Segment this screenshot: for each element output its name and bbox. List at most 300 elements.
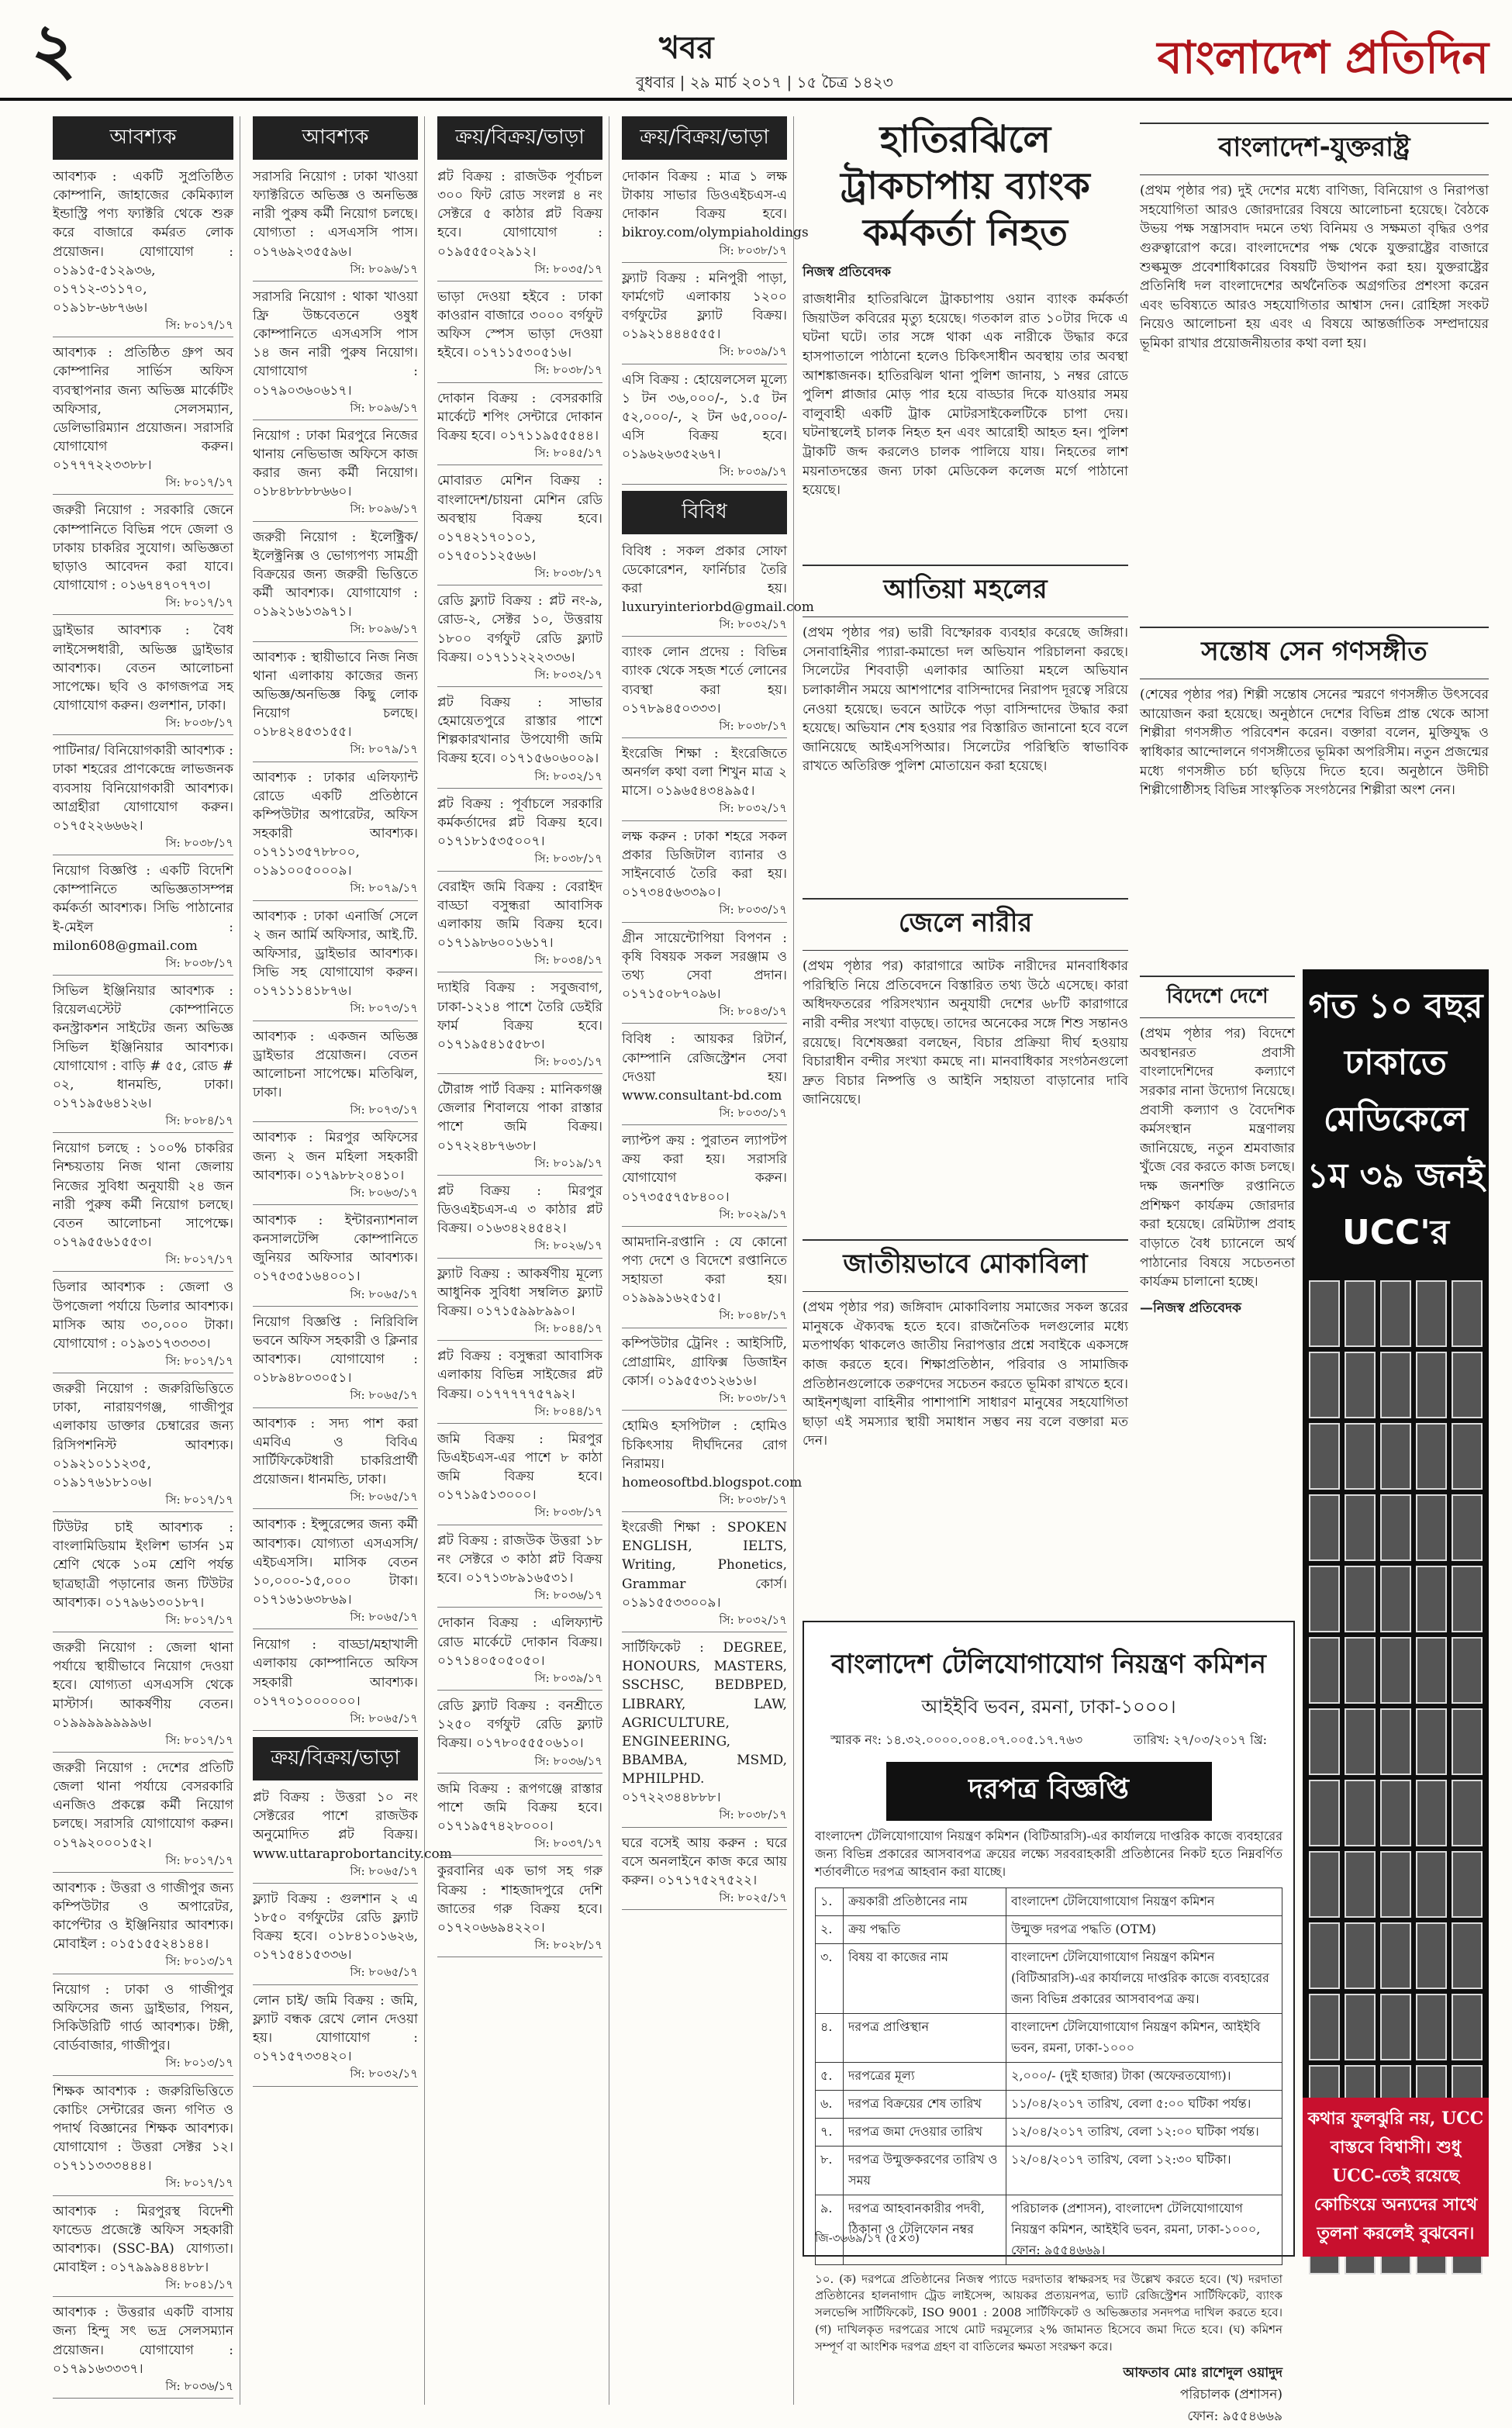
classified-ad (253, 528, 418, 642)
student-photo (1309, 1637, 1340, 1704)
ad-text: ব্যাংক লোন প্রদেয় : বিভিন্ন ব্যাংক থেকে সহজ শর্তে লোনের ব্যবস্থা করা হয়। ০১৭৮৯৪৫০৩৩৩। (622, 644, 787, 717)
classified-ad (622, 643, 787, 738)
ad-text: আবশ্যক : একজন অভিজ্ঞ ড্রাইভার প্রয়োজন। বেতন আলোচনা সাপেক্ষে। মতিঝিল, ঢাকা। (253, 1028, 418, 1100)
student-photo (1345, 1708, 1376, 1775)
ad-code: সি: ৮০৯৬/১৭ (253, 621, 418, 641)
ad-code: সি: ৮০৪৩/১৭ (622, 1003, 787, 1024)
ad-text: আবশ্যক : উত্তরার একটি বাসায় জন্য হিন্দু সৎ ভদ্র সেলসম্যান প্রয়োজন। যোগাযোগ : ০১৭৯১৬৩৩৩৭। (53, 2305, 233, 2377)
table-cell: দরপত্র উন্মুক্তকরণের তারিখ ও সময় (844, 2146, 1006, 2195)
ad-code: সি: ৮০৩৯/১৭ (437, 1670, 602, 1691)
ad-code: সি: ৮০৩২/১৭ (622, 800, 787, 820)
tender-gd: জি-৩৬৬৯/১৭ (৫×৩) (815, 2231, 920, 2245)
classified-ad (437, 389, 602, 466)
table-cell: দরপত্র আহবানকারীর পদবী, ঠিকানা ও টেলিফোন নম্বর (844, 2195, 1006, 2264)
classified-ad (53, 1879, 233, 1974)
ad-text: আমদানি-রপ্তানি : যে কোনো পণ্য দেশে ও বিদেশে রপ্তানিতে সহায়তা করা হয়। ০১৯৯৯১৬২৫১৫। (622, 1234, 787, 1307)
table-cell: ৬. (816, 2090, 844, 2118)
classified-ad (622, 542, 814, 637)
ad-text: দোকান বিক্রয় : বেসরকারি মার্কেটে শপিং সেন্টারে দোকান বিক্রয় হবে। ০১৭১১৯৫৫৫৪৪। (437, 390, 602, 444)
classified-ad (53, 501, 233, 615)
ad-text: টিউটর চাই আবশ্যক : বাংলামিডিয়াম ইংলিশ ভার্সন ১ম শ্রেণি থেকে ১০ম শ্রেণি পর্যন্ত ছাত্রছাত্রী পড়ানোর জন্য টিউটর আবশ্যক। ০১৭৯৬১৩০১৮৭। (53, 1520, 233, 1611)
student-photo (1345, 1566, 1376, 1632)
ad-code: সি: ৮০৩৯/১৭ (622, 344, 787, 364)
student-photo (1309, 1922, 1340, 1989)
story-body: (প্রথম পৃষ্ঠার পর) কারাগারে আটক নারীদের মানবাধিকার পরিস্থিতি নিয়ে প্রতিবেদনে বিস্তারিত তথ্য উঠে এসেছে। কারা অধিদফতরের পরিসংখ্যান অনুযায়ী দেশের ৬৮টি কারাগারে নারী বন্দীর সংখ্যা বাড়ছে। তাদের অনেকের সঙ্গে শিশু সন্তানও রয়েছে। বিশেষজ্ঞরা বলছেন, বিচার প্রক্রিয়া দীর্ঘ হওয়ায় বিচারাধীন বন্দীর সংখ্যা কমছে না। মানবাধিকার সংগঠনগুলো দ্রুত বিচার নিষ্পত্তি ও আইনি সহায়তা বাড়ানোর দাবি জানিয়েছে। (803, 958, 1128, 1108)
table-cell: বাংলাদেশ টেলিযোগাযোগ নিয়ন্ত্রণ কমিশন (1006, 1887, 1282, 1915)
classified-ad (253, 1515, 418, 1629)
student-photo (1345, 1352, 1376, 1418)
tender-phone: ফোন: ৯৫৫৪৬৬৯ (1187, 2409, 1282, 2425)
ad-code: সি: ৮০৭৩/১৭ (253, 1000, 418, 1021)
ad-code: সি: ৮০৩২/১৭ (622, 616, 787, 637)
ad-text: ঘরে বসেই আয় করুন : ঘরে বসে অনলাইনে কাজ করে আয় করুন। ০১৭১৭৫২৭৫২২। (622, 1835, 787, 1888)
table-row (816, 2090, 1282, 2118)
student-photo (1309, 1780, 1340, 1846)
ad-code: সি: ৮০৩৩/১৭ (622, 902, 787, 922)
classified-ad (253, 1027, 418, 1123)
column-heading: আবশ্যক (253, 116, 418, 160)
classified-ad (53, 344, 233, 495)
column-heading: ক্রয়/বিক্রয়/ভাড়া (437, 116, 602, 160)
date-line: বুধবার | ২৯ মার্চ ২০১৭ | ১৫ চৈত্র ১৪২৩ (636, 73, 893, 92)
ad-text: প্লট বিক্রয় : বসুন্ধরা আবাসিক এলাকায় বিভিন্ন সাইজের প্লট বিক্রয়। ০১৭৭৭৭৭৫৭৯২। (437, 1349, 602, 1402)
ad-text: রেডি ফ্ল্যাট বিক্রয় : প্লট নং-৯, রোড-২, সেক্টর ১০, উত্তরায় ১৮০০ বর্গফুট রেডি ফ্ল্যাট বিক্রয়। ০১৭১১২২২৩৩৬। (437, 593, 602, 665)
column-heading: ক্রয়/বিক্রয়/ভাড়া (253, 1737, 418, 1780)
classified-ad (53, 1981, 233, 2076)
section-name: খবর (659, 29, 714, 66)
student-photo (1380, 1851, 1411, 1918)
ad-code: সি: ৮০৩৭/১৭ (437, 1836, 602, 1856)
ad-text: সরাসরি নিয়োগ : ঢাকা খাওয়া ফ্যাক্টরিতে অভিজ্ঞ ও অনভিজ্ঞ নারী পুরুষ কর্মী নিয়োগ চলছে। যোগ্যতা : এসএসসি পাস। ০১৭৬৯২৩৫৫৯৬। (253, 169, 418, 260)
ad-text: এসি বিক্রয় : হোয়েলসেল মূল্যে ১ টন ৩৬,০০০/-, ১.৫ টন ৫২,০০০/-, ২ টন ৬৫,০০০/- এসি বিক্রয় হবে। ০১৯৬২৬৩৫২৬৭। (622, 371, 787, 463)
ad-code: সি: ৮০৩৮/১৭ (622, 1390, 787, 1411)
classified-ad (622, 1233, 787, 1328)
ad-code: সি: ৮০৩৮/১৭ (53, 955, 233, 976)
student-photo (1416, 1708, 1447, 1775)
table-cell: বিষয় বা কাজের নাম (844, 1943, 1006, 2013)
classified-ad (622, 1335, 787, 1411)
student-photo (1416, 1637, 1447, 1704)
ad-text: সরাসরি নিয়োগ : থাকা খাওয়া ফ্রি উচ্চবেতনে ওষুধ কোম্পানিতে এসএসসি পাস ১৪ জন নারী পুরুষ নিয়োগ। যোগাযোগ : ০১৭৯০৩৬০৬১৭। (253, 288, 418, 399)
story-atia-mahal (803, 558, 1128, 884)
student-photo (1416, 1280, 1447, 1347)
ad-text: জরুরী নিয়োগ : জেলা থানা পর্যায়ে স্থায়ীভাবে নিয়োগ দেওয়া হবে। যোগ্যতা এসএসসি থেকে মাস্টার্স। আকর্ষণীয় বেতন। ০১৯৯৯৯৯৯৯৯৬। (53, 1640, 233, 1731)
ad-code: সি: ৮০৬৫/১৭ (253, 1489, 418, 1509)
classified-ad (53, 1639, 233, 1753)
ad-code: সি: ৮০২৫/১৭ (622, 1890, 787, 1910)
student-photo (1345, 1994, 1376, 2060)
ad-headline: গত ১০ বছর ঢাকাতে মেডিকেলে ১ম ৩৯ জনই UCC'র (1307, 986, 1485, 1252)
ad-text: আবশ্যক : সদ্য পাশ করা এমবিএ ও বিবিএ সার্টিফিকেটধারী চাকরিপ্রার্থী প্রয়োজন। ধানমন্ডি, ঢাকা। (253, 1415, 418, 1488)
story-abroad (1140, 969, 1295, 1621)
story-body: রাজধানীর হাতিরঝিলে ট্রাকচাপায় ওয়ান ব্যাংক কর্মকর্তা জিয়াউল কবিরের মৃত্যু হয়েছে। গতকাল রাত ১০টার দিকে এ ঘটনা ঘটে। তার সঙ্গে থাকা এক নারীকে উদ্ধার করে হাসপাতালে পাঠানো হলেও চিকিৎসাধীন অবস্থায় তার অবস্থা আশঙ্কাজনক। হাতিরঝিল থানা পুলিশ জানায়, ১ নম্বর রোডে পুলিশ প্লাজার মোড় পার হয়ে বাড্ডার দিকে যাওয়ার সময় বালুবাহী একটি ট্রাক মোটরসাইকেলটিকে চাপা দেয়। ঘটনাস্থলেই চালক নিহত হন এবং আরোহী আহত হন। পুলিশ ট্রাকটি জব্দ করলেও চালক পালিয়ে যায়। নিহতের লাশ ময়নাতদন্তের জন্য ঢাকা মেডিকেল কলেজ মর্গে পাঠানো হয়েছে। (803, 292, 1128, 499)
story-national (803, 1233, 1128, 1605)
ad-code: সি: ৮০২৮/১৭ (437, 1937, 602, 1957)
classified-ad (253, 168, 418, 281)
student-photo (1309, 1851, 1340, 1918)
classified-ad (437, 168, 602, 281)
table-cell: ৮. (816, 2146, 844, 2195)
ad-text: প্লট বিক্রয় : সাভার হেমায়েতপুরে রাস্তার পাশে শিল্পকারখানার উপযোগী জমি বিক্রয় হবে। ০১৭১৫৬০৬০০৯। (437, 695, 602, 767)
ad-text: দোকান বিক্রয় : এলিফ্যান্ট রোড মার্কেটে দোকান বিক্রয়। ০১৭১৪০৫০৫০৫০। (437, 1615, 602, 1669)
ad-code: সি: ৮০১৩/১৭ (53, 2055, 233, 2075)
ad-text: ইংরেজী শিক্ষা : SPOKEN ENGLISH, IELTS, Writing, Phonetics, Grammar কোর্স। ০১৯১৫৫৩৩০০৯। (622, 1520, 787, 1611)
classified-ad (437, 288, 602, 383)
classified-ad (53, 621, 233, 735)
ad-text: ডিলার আবশ্যক : জেলা ও উপজেলা পর্যায়ে ডিলার আবশ্যক। মাসিক আয় ৩০,০০০ টাকা। যোগাযোগ : ০১৯৩১৭৩৩৩৩। (53, 1280, 233, 1352)
brand-logo: বাংলাদেশ প্রতিদিন (1157, 31, 1489, 84)
ad-text: জমি বিক্রয় : মিরপুর ডিএইচএস-এর পাশে ৮ কাঠা জমি বিক্রয় হবে। ০১৭১৯৫১৩০০০। (437, 1431, 602, 1504)
classified-ad (437, 1347, 602, 1424)
table-cell: ২. (816, 1915, 844, 1943)
student-photo (1380, 1922, 1411, 1989)
ad-code: সি: ৮০১৭/১৭ (53, 1353, 233, 1373)
tender-address: আইইবি ভবন, রমনা, ঢাকা-১০০০। (921, 1696, 1176, 1718)
tender-conditions: ১০. (ক) দরপত্রে প্রতিষ্ঠানের নিজস্ব প্যাডে দরদাতার স্বাক্ষরসহ দর উল্লেখ করতে হবে। (খ) দরদাতা প্রতিষ্ঠানের হালনাগাদ ট্রেড লাইসেন্স, আয়কর প্রত্যয়নপত্র, ভ্যাট রেজিস্ট্রেশন সার্টিফিকেট, ব্যাংক সলভেন্সি সার্টিফিকেট, ISO 9001 : 2008 সার্টিফিকেট ও অভিজ্ঞতার সনদপত্র দাখিল করতে হবে। (গ) দাখিলকৃত দরপত্রের সাথে মোট দরমূল্যের ২% জামানত হিসেবে জমা দিতে হবে। (ঘ) কমিশন সম্পূর্ণ বা আংশিক দরপত্র গ্রহণ বা বাতিলের ক্ষমতা সংরক্ষণ করে। (815, 2271, 1282, 2354)
ad-code: সি: ৮০৪৫/১৭ (437, 445, 602, 465)
classified-ad (253, 1211, 418, 1307)
ad-text: ড্রাইভার আবশ্যক : বৈধ লাইসেন্সধারী, অভিজ্ঞ ড্রাইভার আবশ্যক। বেতন আলোচনা সাপেক্ষে। ছবি ও কাগজপত্র সহ যোগাযোগ করুন। গুলশান, ঢাকা। (53, 623, 233, 713)
classified-list (253, 168, 418, 1731)
story-heading: বাংলাদেশ-যুক্তরাষ্ট্র (1140, 123, 1489, 175)
ad-code: সি: ৮০৯৬/১৭ (253, 261, 418, 281)
ad-code: সি: ৮০৩৫/১৭ (437, 261, 602, 281)
ad-code: সি: ৮০৩৩/১৭ (622, 1105, 787, 1125)
table-row (816, 1943, 1282, 2013)
story-jail-women (803, 892, 1128, 1225)
classified-ad (53, 1380, 233, 1512)
classified-list (622, 168, 809, 485)
table-cell: ১১/০৪/২০১৭ তারিখ, বেলা ৫:০০ ঘটিকা পর্যন্ত। (1006, 2090, 1282, 2118)
student-photo (1452, 1352, 1483, 1418)
classified-ad (622, 929, 787, 1024)
ad-code: সি: ৮০৪৪/১৭ (437, 1321, 602, 1341)
table-cell: ৫. (816, 2062, 844, 2090)
classified-ad (437, 1182, 602, 1259)
classified-ad (622, 1834, 787, 1911)
ad-text: ফ্ল্যাট বিক্রয় : আকর্ষণীয় মূল্যে আধুনিক সুবিধা সম্বলিত ফ্ল্যাট বিক্রয়। ০১৭১৫৯৯৮৯৯০। (437, 1266, 602, 1319)
ad-code: সি: ৮০৭৯/১৭ (253, 880, 418, 900)
ad-text: গ্রীন সায়েন্টোপিয়া বিপণন : কৃষি বিষয়ক সকল সরঞ্জাম ও তথ্য সেবা প্রদান। ০১৭১৫০৮৭০৯৬। (622, 930, 787, 1002)
student-photo (1345, 1280, 1376, 1347)
tender-org: বাংলাদেশ টেলিযোগাযোগ নিয়ন্ত্রণ কমিশন (831, 1649, 1266, 1680)
student-photo (1380, 1280, 1411, 1347)
ad-code: সি: ৮০১৯/১৭ (437, 1155, 602, 1176)
table-row (816, 2118, 1282, 2146)
student-photo (1416, 1994, 1447, 2060)
classified-ad (622, 371, 787, 485)
ad-text: আবশ্যক : ঢাকার এলিফ্যান্ট রোডে একটি প্রতিষ্ঠানে কম্পিউটার অপারেটর, অফিস সহকারী আবশ্যক। ০১৭১১৩৫৭৮৮০০, ০১৯১০০৫০০০৯। (253, 769, 418, 879)
byline: —নিজস্ব প্রতিবেদক (1140, 1300, 1241, 1316)
student-photo (1452, 1637, 1483, 1704)
ad-code: সি: ৮০৩৮/১৭ (437, 1504, 602, 1525)
ad-text: হোমিও হসপিটাল : হোমিও চিকিৎসায় দীর্ঘদিনের রোগ নিরাময়। homeosoftbd.blogspot.com (622, 1418, 803, 1490)
ad-text: জরুরী নিয়োগ : জরুরিভিত্তিতে ঢাকা, নারায়ণগঞ্জ, গাজীপুর এলাকায় ডাক্তার চেম্বারের জন্য রিসিপশনিস্ট আবশ্যক। ০১৯২১০১১২৩৫, ০১৯১৭৬১৮১০৬। (53, 1381, 233, 1490)
masthead (0, 0, 1512, 101)
ad-text: আবশ্যক : ইন্সুরেন্সের জন্য কর্মী আবশ্যক। যোগ্যতা এসএসসি/এইচএসসি। মাসিক বেতন ১০,০০০-১৫,০০০ টাকা। ০১৭১৬১৬৩৮৬৯। (253, 1517, 418, 1608)
ad-code: সি: ৮০৪৮/১৭ (622, 1307, 787, 1328)
table-cell: দরপত্র জমা দেওয়ার তারিখ (844, 2118, 1006, 2146)
classified-ad (437, 795, 602, 872)
student-photo (1380, 1637, 1411, 1704)
classified-ad (437, 1697, 602, 1774)
ad-code: সি: ৮০৩২/১৭ (253, 2066, 418, 2086)
story-heading: সন্তোষ সেন গণসঙ্গীত (1140, 627, 1489, 679)
story-heading: জাতীয়ভাবে মোকাবিলা (803, 1239, 1128, 1292)
classified-ad (53, 168, 233, 337)
ad-code: সি: ৮০৭৯/১৭ (253, 741, 418, 762)
table-cell: পরিচালক (প্রশাসন), বাংলাদেশ টেলিযোগাযোগ নিয়ন্ত্রণ কমিশন, আইইবি ভবন, রমনা, ঢাকা-১০০০, ফোন: ৯৫৫৪৬৬৯। (1006, 2195, 1282, 2264)
student-photo (1380, 1423, 1411, 1490)
ad-text: প্লট বিক্রয় : রাজউক পূর্বাচল ৩০০ ফিট রোড সংলগ্ন ৪ নং সেক্টরে ৫ কাঠার প্লট বিক্রয় হবে। যোগাযোগ : ০১৯৫৫৫০২৯১২। (437, 169, 602, 260)
ad-code: সি: ৮০১৭/১৭ (53, 1252, 233, 1272)
table-row (816, 2062, 1282, 2090)
student-photo (1380, 1494, 1411, 1561)
ad-code: সি: ৮০৩২/১৭ (622, 1612, 787, 1632)
student-photo (1380, 1994, 1411, 2060)
ad-code: সি: ৮০৯৬/১৭ (253, 400, 418, 420)
classified-list (253, 1788, 452, 2086)
classified-ad (53, 2202, 233, 2298)
classified-ad (253, 288, 418, 420)
table-cell: ৩. (816, 1943, 844, 2013)
ad-text: রেডি ফ্ল্যাট বিক্রয় : বনশ্রীতে ১২৫০ বর্গফুট রেডি ফ্ল্যাট বিক্রয়। ০১৭৮০৫৫৫০৬১০। (437, 1698, 602, 1752)
ad-code: সি: ৮০৩৮/১৭ (622, 1492, 787, 1512)
story-body: (প্রথম পৃষ্ঠার পর) দুই দেশের মধ্যে বাণিজ্য, বিনিয়োগ ও নিরাপত্তা সহযোগিতা আরও জোরদারের বিষয়ে আলোচনা হয়েছে। বৈঠকে উভয় পক্ষ সন্ত্রাসবাদ দমনে তথ্য বিনিময় ও সক্ষমতা বৃদ্ধির ওপর গুরুত্বারোপ করে। বাংলাদেশের পক্ষ থেকে যুক্তরাষ্ট্রের বাজারে শুল্কমুক্ত প্রবেশাধিকারের বিষয়টি উত্থাপন করা হয়। যুক্তরাষ্ট্রের প্রতিনিধি দল বাংলাদেশের অর্থনৈতিক অগ্রগতির প্রশংসা করেন এবং ভবিষ্যতে আরও সহযোগিতার আশ্বাস দেন। রোহিঙ্গা সংকট নিয়েও আলোচনা হয় এবং এ বিষয়ে আন্তর্জাতিক সম্প্রদায়ের ভূমিকা রাখার প্রয়োজনীয়তার কথা বলা হয়। (1140, 183, 1489, 352)
ad-text: আবশ্যক : মিরপুর অফিসের জন্য ২ জন মহিলা সহকারী আবশ্যক। ০১৭৯৮৮২০৪১০। (253, 1130, 418, 1183)
ad-text: কম্পিউটার ট্রেনিং : আইসিটি, প্রোগ্রামিং, গ্রাফিক্স ডিজাইন কোর্স। ০১৯৫৫৩১২৬১৬। (622, 1335, 787, 1390)
ad-text: বিবিধ : সকল প্রকার সোফা ডেকোরেশন, ফার্নিচার তৈরি করা হয়। luxuryinteriorbd@gmail.com (622, 543, 814, 615)
ad-text: প্লট বিক্রয় : মিরপুর ডিওএইচএস-এ ৩ কাঠার প্লট বিক্রয়। ০১৬৩৪২৪৫৪২। (437, 1183, 602, 1237)
classified-ad (253, 1991, 418, 2087)
tender-intro: বাংলাদেশ টেলিযোগাযোগ নিয়ন্ত্রণ কমিশন (বিটিআরসি)-এর কার্যালয়ে দাপ্তরিক কাজে ব্যবহারের জন্য বিভিন্ন প্রকারের আসবাবপত্র ক্রয়ের লক্ষ্যে সরবরাহকারী প্রতিষ্ঠানের নিকট হতে নিম্নবর্ণিত শর্তাবলীতে দরপত্র আহবান করা যাচ্ছে। (815, 1829, 1282, 1880)
student-photo (1309, 1994, 1340, 2060)
ad-text: দ্যাইরি বিক্রয় : সবুজবাগ, ঢাকা-১২১৪ পাশে তৈরি ডেইরি ফার্ম বিক্রয় হবে। ০১৭১৯৫৪১৫৫৮৩। (437, 980, 602, 1052)
student-photo (1452, 1494, 1483, 1561)
classified-ad (253, 1890, 418, 1985)
student-photo (1452, 1780, 1483, 1846)
tender-table (815, 1887, 1282, 2265)
ad-code: সি: ৮০৩৮/১৭ (622, 243, 787, 263)
ad-text: নিয়োগ : ঢাকা ও গাজীপুর অফিসের জন্য ড্রাইভার, পিয়ন, সিকিউরিটি গার্ড আবশ্যক। টঙ্গী, বোর্ডবাজার, গাজীপুর। (53, 1981, 233, 2054)
classified-ad (437, 592, 602, 687)
table-row (816, 1887, 1282, 1915)
ad-code: সি: ৮০১৭/১৭ (53, 595, 233, 615)
classified-ad (437, 878, 602, 973)
story-bd-us (1140, 116, 1489, 613)
classified-ad (53, 862, 233, 976)
ad-text: আবশ্যক : প্রতিষ্ঠিত গ্রুপ অব কোম্পানির সার্ভিস অফিস ব্যবস্থাপনার জন্য অভিজ্ঞ মার্কেটিং অফিসার, সেলসম্যান, ডেলিভারিম্যান প্রয়োজন। সরাসরি যোগাযোগ করুন। ০১৭৭৭২২৩৩৮৮। (53, 345, 233, 474)
ad-code: সি: ৮০২৬/১৭ (437, 1238, 602, 1258)
ad-code: সি: ৮০৩৬/১৭ (437, 1587, 602, 1608)
table-cell: উন্মুক্ত দরপত্র পদ্ধতি (OTM) (1006, 1915, 1282, 1943)
ad-code: সি: ৮০১৭/১৭ (53, 1732, 233, 1753)
classified-ad (253, 1313, 418, 1408)
ad-code: সি: ৮০৩৯/১৭ (622, 464, 787, 484)
ad-code: সি: ৮০১৭/১৭ (53, 2175, 233, 2195)
classified-ad (253, 907, 418, 1021)
classified-ad (437, 1780, 602, 1856)
main-headline: হাতিরঝিলে ট্রাকচাপায় ব্যাংক কর্মকর্তা নিহত (841, 118, 1090, 254)
tender-signer: আফতাব মোঃ রাশেদুল ওয়াদুদ (1123, 2365, 1282, 2381)
ad-code: সি: ৮০৬৫/১৭ (253, 1711, 418, 1731)
student-photo (1452, 1922, 1483, 1989)
table-row (816, 2146, 1282, 2195)
column-heading: আবশ্যক (53, 116, 233, 160)
ad-text: জরুরী নিয়োগ : ইলেক্ট্রিক/ইলেক্ট্রনিক্স ও ভোগ্যপণ্য সামগ্রী বিক্রয়ের জন্য জরুরী ভিত্তিতে কর্মী আবশ্যক। যোগাযোগ : ০১৯২১৬১৩৯৭১। (253, 529, 418, 620)
ad-footer: কথার ফুলঝুরি নয়, UCC বাস্তবে বিশ্বাসী। শুধু UCC-তেই রয়েছে কোচিংয়ে অন্যদের সাথে তুলনা করলেই বুঝবেন। (1303, 2098, 1489, 2257)
student-photo (1309, 1566, 1340, 1632)
ad-text: আবশ্যক : ইন্টারন্যাশনাল কনসালটেন্সি কোম্পানিতে জুনিয়র অফিসার আবশ্যক। ০১৭৫৩৫১৬৪০০১। (253, 1213, 418, 1285)
classified-ad (437, 471, 602, 585)
classified-ad (622, 827, 787, 923)
ad-code: সি: ৮০৬৫/১৭ (253, 1964, 418, 1984)
classified-ad (437, 1862, 602, 1957)
tender-banner: দরপত্র বিজ্ঞপ্তি (886, 1762, 1212, 1821)
ad-code: সি: ৮০১৩/১৭ (53, 1953, 233, 1974)
classified-ad (253, 1128, 418, 1205)
tender-signer-title: পরিচালক (প্রশাসন) (1179, 2387, 1282, 2403)
classified-ad (437, 1532, 602, 1608)
ad-text: কুরবানির এক ভাগ সহ গরু বিক্রয় : শাহজাদপুরে দেশি জাতের গরু বিক্রয় হবে। ০১৭২০৬৬৯৪২২০। (437, 1863, 602, 1936)
classified-ad (622, 168, 809, 263)
ad-code: সি: ৮০৬৩/১৭ (253, 1185, 418, 1205)
table-row (816, 1915, 1282, 1943)
ad-text: ফ্ল্যাট বিক্রয় : মনিপুরী পাড়া, ফার্মগেট এলাকায় ১২০০ বর্গফুটের ফ্ল্যাট বিক্রয়। ০১৯২১৪৪৪৫৫৫। (622, 270, 787, 343)
ad-code: সি: ৮০৩৬/১৭ (437, 1753, 602, 1774)
student-photo (1309, 1352, 1340, 1418)
student-photo (1380, 1708, 1411, 1775)
ad-text: সিভিল ইঞ্জিনিয়ার আবশ্যক : রিয়েলএস্টেট কোম্পানিতে কনস্ট্রাকশন সাইটের জন্য অভিজ্ঞ সিভিল ইঞ্জিনিয়ার আবশ্যক। যোগাযোগ : বাড়ি # ৫৫, রোড # ০২, ধানমন্ডি, ঢাকা। ০১৭১৯৫৬৪১২৬। (53, 983, 233, 1111)
story-heading: আতিয়া মহলের (803, 565, 1128, 617)
classified-ad (622, 1131, 787, 1227)
ad-code: সি: ৮০৭৩/১৭ (253, 1102, 418, 1122)
classified-ad (53, 741, 233, 855)
ad-text: আবশ্যক : উত্তরা ও গাজীপুর জন্য কম্পিউটার ও অপারেটর, কার্পেন্টার ও ইঞ্জিনিয়ার আবশ্যক। মোবাইল : ০১৫১৫৫২৪১৪৪। (53, 1880, 233, 1953)
ad-text: প্লট বিক্রয় : রাজউক উত্তরা ১৮ নং সেক্টরে ৩ কাঠা প্লট বিক্রয় হবে। ০১৭১৩৮৯১৬৫৩১। (437, 1532, 602, 1587)
classified-ad (53, 982, 233, 1133)
ad-code: সি: ৮০৩৮/১৭ (53, 835, 233, 855)
ad-code: সি: ৮০৩১/১৭ (437, 1054, 602, 1074)
ad-text: ইংরেজি শিক্ষা : ইংরেজিতে অনর্গল কথা বলা শিখুন মাত্র ২ মাসে। ০১৯৬৫৪৩৪৯৯৫। (622, 746, 787, 800)
ad-code: সি: ৮০৬৫/১৭ (253, 1863, 418, 1884)
student-photo (1345, 1494, 1376, 1561)
table-cell: বাংলাদেশ টেলিযোগাযোগ নিয়ন্ত্রণ কমিশন, আইইবি ভবন, রমনা, ঢাকা-১০০০ (1006, 2013, 1282, 2062)
table-cell: ক্রয় পদ্ধতি (844, 1915, 1006, 1943)
ad-code: সি: ৮০৪১/১৭ (53, 2277, 233, 2297)
ad-text: নিয়োগ বিজ্ঞপ্তি : একটি বিদেশি কোম্পানিতে অভিজ্ঞতাসম্পন্ন কর্মকর্তা আবশ্যক। সিভি পাঠানোর ই-মেইল : milon608@gmail.com (53, 863, 233, 954)
student-photo (1416, 1352, 1447, 1418)
ad-text: নিয়োগ : ঢাকা মিরপুরে নিজের থানায় নেভিভাজ অফিসে কাজ করার জন্য কর্মী নিয়োগ। ০১৮৪৮৮৮৮৬৬০। (253, 427, 418, 500)
student-photo (1309, 1494, 1340, 1561)
column-heading: বিবিধ (622, 491, 787, 534)
student-photo (1345, 1780, 1376, 1846)
story-heading: বিদেশে দেশে (1140, 976, 1295, 1018)
classified-ad (53, 1278, 233, 1373)
ad-code: সি: ৮০৩৮/১৭ (622, 1807, 787, 1827)
classified-ad (253, 648, 418, 762)
classified-ad (53, 2082, 233, 2196)
ad-text: আবশ্যক : একটি সুপ্রতিষ্ঠিত কোম্পানি, জাহাজের কেমিক্যাল ইন্ডাস্ট্রি পণ্য ফ্যাক্টরি থেকে শুরু করে বাজারে কর্মরত লোক প্রয়োজন। যোগাযোগ : ০১৯১৫-৫১২৯৩৬, ০১৭১২-৩১১৭০, ০১৯১৮-৬৮৭৬৬। (53, 169, 233, 316)
student-photo (1416, 1780, 1447, 1846)
classified-ad (622, 1518, 787, 1632)
classified-ad (437, 1265, 602, 1342)
ad-code: সি: ৮০১৭/১৭ (53, 1853, 233, 1873)
ad-text: জমি বিক্রয় : রূপগঞ্জে রাস্তার পাশে জমি বিক্রয় হবে। ০১৭১৯৫৭৪২৮০০০। (437, 1780, 602, 1835)
ad-text: আবশ্যক : ঢাকা এনার্জি সেলে ২ জন আর্মি অফিসার, আই.টি. অফিসার, ড্রাইভার আবশ্যক। সিভি সহ যোগাযোগ করুন। ০১৭১১১৪১৮৭৬। (253, 908, 418, 1000)
ad-text: আবশ্যক : মিরপুরস্থ বিদেশী ফান্ডেড প্রজেক্টে অফিস সহকারী আবশ্যক। (SSC-BA) যোগ্যতা। মোবাইল : ০১৭৯৯৯৪৪৪৮৮। (53, 2203, 233, 2275)
classified-column-4 (616, 116, 814, 2405)
story-heading: জেলে নারীর (803, 898, 1128, 951)
ad-code: সি: ৮০৩৮/১৭ (622, 718, 787, 738)
ad-text: টৌরাঙ্গ পার্ট বিক্রয় : মানিকগঞ্জ জেলার শিবালয়ে পাকা রাস্তার পাশে জমি বিক্রয়। ০১৭২২৪৮৭৬৩৮। (437, 1082, 602, 1154)
table-cell: দরপত্রের মূল্য (844, 2062, 1006, 2090)
ad-text: নিয়োগ বিজ্ঞপ্তি : নিরিবিলি ভবনে অফিস সহকারী ও ক্লিনার আবশ্যক। যোগাযোগ : ০১৮৯৪৮০৩০৫১। (253, 1314, 418, 1387)
table-cell: ৯. (816, 2195, 844, 2264)
story-body: (প্রথম পৃষ্ঠার পর) ভারী বিস্ফোরক ব্যবহার করেছে জঙ্গিরা। সেনাবাহিনীর প্যারা-কমান্ডো দল অভিযান পরিচালনা করছে। সিলেটের শিববাড়ী এলাকার আতিয়া মহলে অভিযান চলাকালীন সময়ে আশপাশের বাসিন্দাদের নিরাপদ দূরত্বে সরিয়ে নেওয়া হয়েছে। ভবনে আটকে পড়া বাসিন্দাদের উদ্ধার করা হয়েছে। অভিযান শেষ হওয়ার পর বিস্তারিত জানানো হবে বলে জানিয়েছে আইএসপিআর। সিলেটের পরিস্থিতি স্বাভাবিক রাখতে অতিরিক্ত পুলিশ মোতায়েন করা হয়েছে। (803, 625, 1128, 775)
ad-text: প্লট বিক্রয় : পূর্বাচলে সরকারি কর্মকর্তাদের প্লট বিক্রয় হবে। ০১৭১৮১৫৩৫০০৭। (437, 796, 602, 850)
tender-ref-line (815, 1724, 1282, 1757)
ad-code: সি: ৮০১৭/১৭ (53, 475, 233, 495)
table-cell: ৭. (816, 2118, 844, 2146)
classified-ad (622, 1639, 787, 1827)
classified-column-1 (47, 116, 240, 2405)
story-body: (প্রথম পৃষ্ঠার পর) বিদেশে অবস্থানরত প্রবাসী বাংলাদেশিদের কল্যাণে সরকার নানা উদ্যোগ নিয়েছে। প্রবাসী কল্যাণ ও বৈদেশিক কর্মসংস্থান মন্ত্রণালয় জানিয়েছে, নতুন শ্রমবাজার খুঁজে বের করতে কাজ চলছে। দক্ষ জনশক্তি রপ্তানিতে প্রশিক্ষণ কার্যক্রম জোরদার করা হয়েছে। রেমিট্যান্স প্রবাহ বাড়াতে বৈধ চ্যানেলে অর্থ পাঠানোর বিষয়ে সচেতনতা কার্যক্রম চালানো হচ্ছে। (1140, 1026, 1295, 1290)
ad-text: ল্যাপ্টপ ক্রয় : পুরাতন ল্যাপটপ ক্রয় করা হয়। সরাসরি যোগাযোগ করুন। ০১৭৩৫৫৭৫৮৪০০। (622, 1133, 787, 1205)
table-cell: ক্রয়কারী প্রতিষ্ঠানের নাম (844, 1887, 1006, 1915)
ad-text: দোকান বিক্রয় : মাত্র ১ লক্ষ টাকায় সাভার ডিওএইচএস-এ দোকান বিক্রয় হবে। bikroy.com/olympiaholdings (622, 169, 809, 241)
classified-ad (622, 269, 787, 364)
classified-ad (622, 1417, 803, 1512)
ad-code: সি: ৮০১৭/১৭ (53, 1492, 233, 1512)
ad-code: সি: ৮০৯৬/১৭ (253, 501, 418, 521)
ad-text: মোবারত মেশিন বিক্রয় : বাংলাদেশ/চায়না মেশিন রেডি অবস্থায় বিক্রয় হবে। ০১৭৪২১৭০১০১, ০১৭৫০১১২৫৬৬। (437, 473, 602, 564)
student-photo (1380, 1566, 1411, 1632)
ad-code: সি: ৮০৬৫/১৭ (253, 1287, 418, 1307)
tender-ref: স্মারক নং: ১৪.৩২.০০০০.০০৪.০৭.০০৫.১৭.৭৬৩ (830, 1732, 1083, 1747)
classified-ad (253, 427, 418, 522)
classified-column-2 (247, 116, 452, 2405)
classified-ad (53, 1139, 233, 1272)
student-photo (1416, 1922, 1447, 1989)
ad-text: লক্ষ করুন : ঢাকা শহরে সকল প্রকার ডিজিটাল ব্যানার ও সাইনবোর্ড তৈরি করা হয়। ০১৭৩৪৫৬৩৩৯০। (622, 828, 787, 901)
student-photo (1380, 1352, 1411, 1418)
tender-date: তারিখ: ২৭/০৩/২০১৭ খ্রি: (1134, 1732, 1267, 1747)
student-photo (1452, 1280, 1483, 1347)
classified-ad (437, 693, 602, 789)
ad-text: জরুরী নিয়োগ : দেশের প্রতিটি জেলা থানা পর্যায়ে বেসরকারি এনজিও প্রকল্পে কর্মী নিয়োগ চলছে। সরাসরি যোগাযোগ করুন। ০১৭৯২০০০১৫২। (53, 1760, 233, 1851)
ad-text: বিবিধ : আয়কর রিটার্ন, কোম্পানি রেজিস্ট্রেশন সেবা দেওয়া হয়। www.consultant-bd.com (622, 1031, 787, 1103)
table-cell: ২,০০০/- (দুই হাজার) টাকা (অফেরতযোগ্য)। (1006, 2062, 1282, 2090)
classified-ad (53, 1518, 233, 1632)
student-photo (1345, 1922, 1376, 1989)
ad-code: সি: ৮০৩২/১৭ (437, 667, 602, 687)
ad-code: সি: ৮০৩৮/১৭ (437, 851, 602, 871)
classified-ad (437, 1430, 602, 1525)
ucc-advertisement (1303, 969, 1489, 2257)
ad-code: সি: ৮০৮৪/১৭ (53, 1113, 233, 1133)
page-number: ২ (31, 8, 77, 90)
ad-code: সি: ৮০৩২/১৭ (437, 768, 602, 789)
student-photo (1416, 1494, 1447, 1561)
student-photo (1380, 1780, 1411, 1846)
ad-code: সি: ৮০৪৪/১৭ (437, 1404, 602, 1424)
main-story (803, 116, 1128, 551)
student-photo (1416, 1851, 1447, 1918)
table-cell: দরপত্র প্রাপ্তিস্থান (844, 2013, 1006, 2062)
student-photo (1345, 1851, 1376, 1918)
ad-text: লোন চাই/ জমি বিক্রয় : জমি, ফ্ল্যাট বন্ধক রেখে লোন দেওয়া হয়। যোগাযোগ : ০১৭১৫৭৩৩৪২০। (253, 1992, 418, 2065)
